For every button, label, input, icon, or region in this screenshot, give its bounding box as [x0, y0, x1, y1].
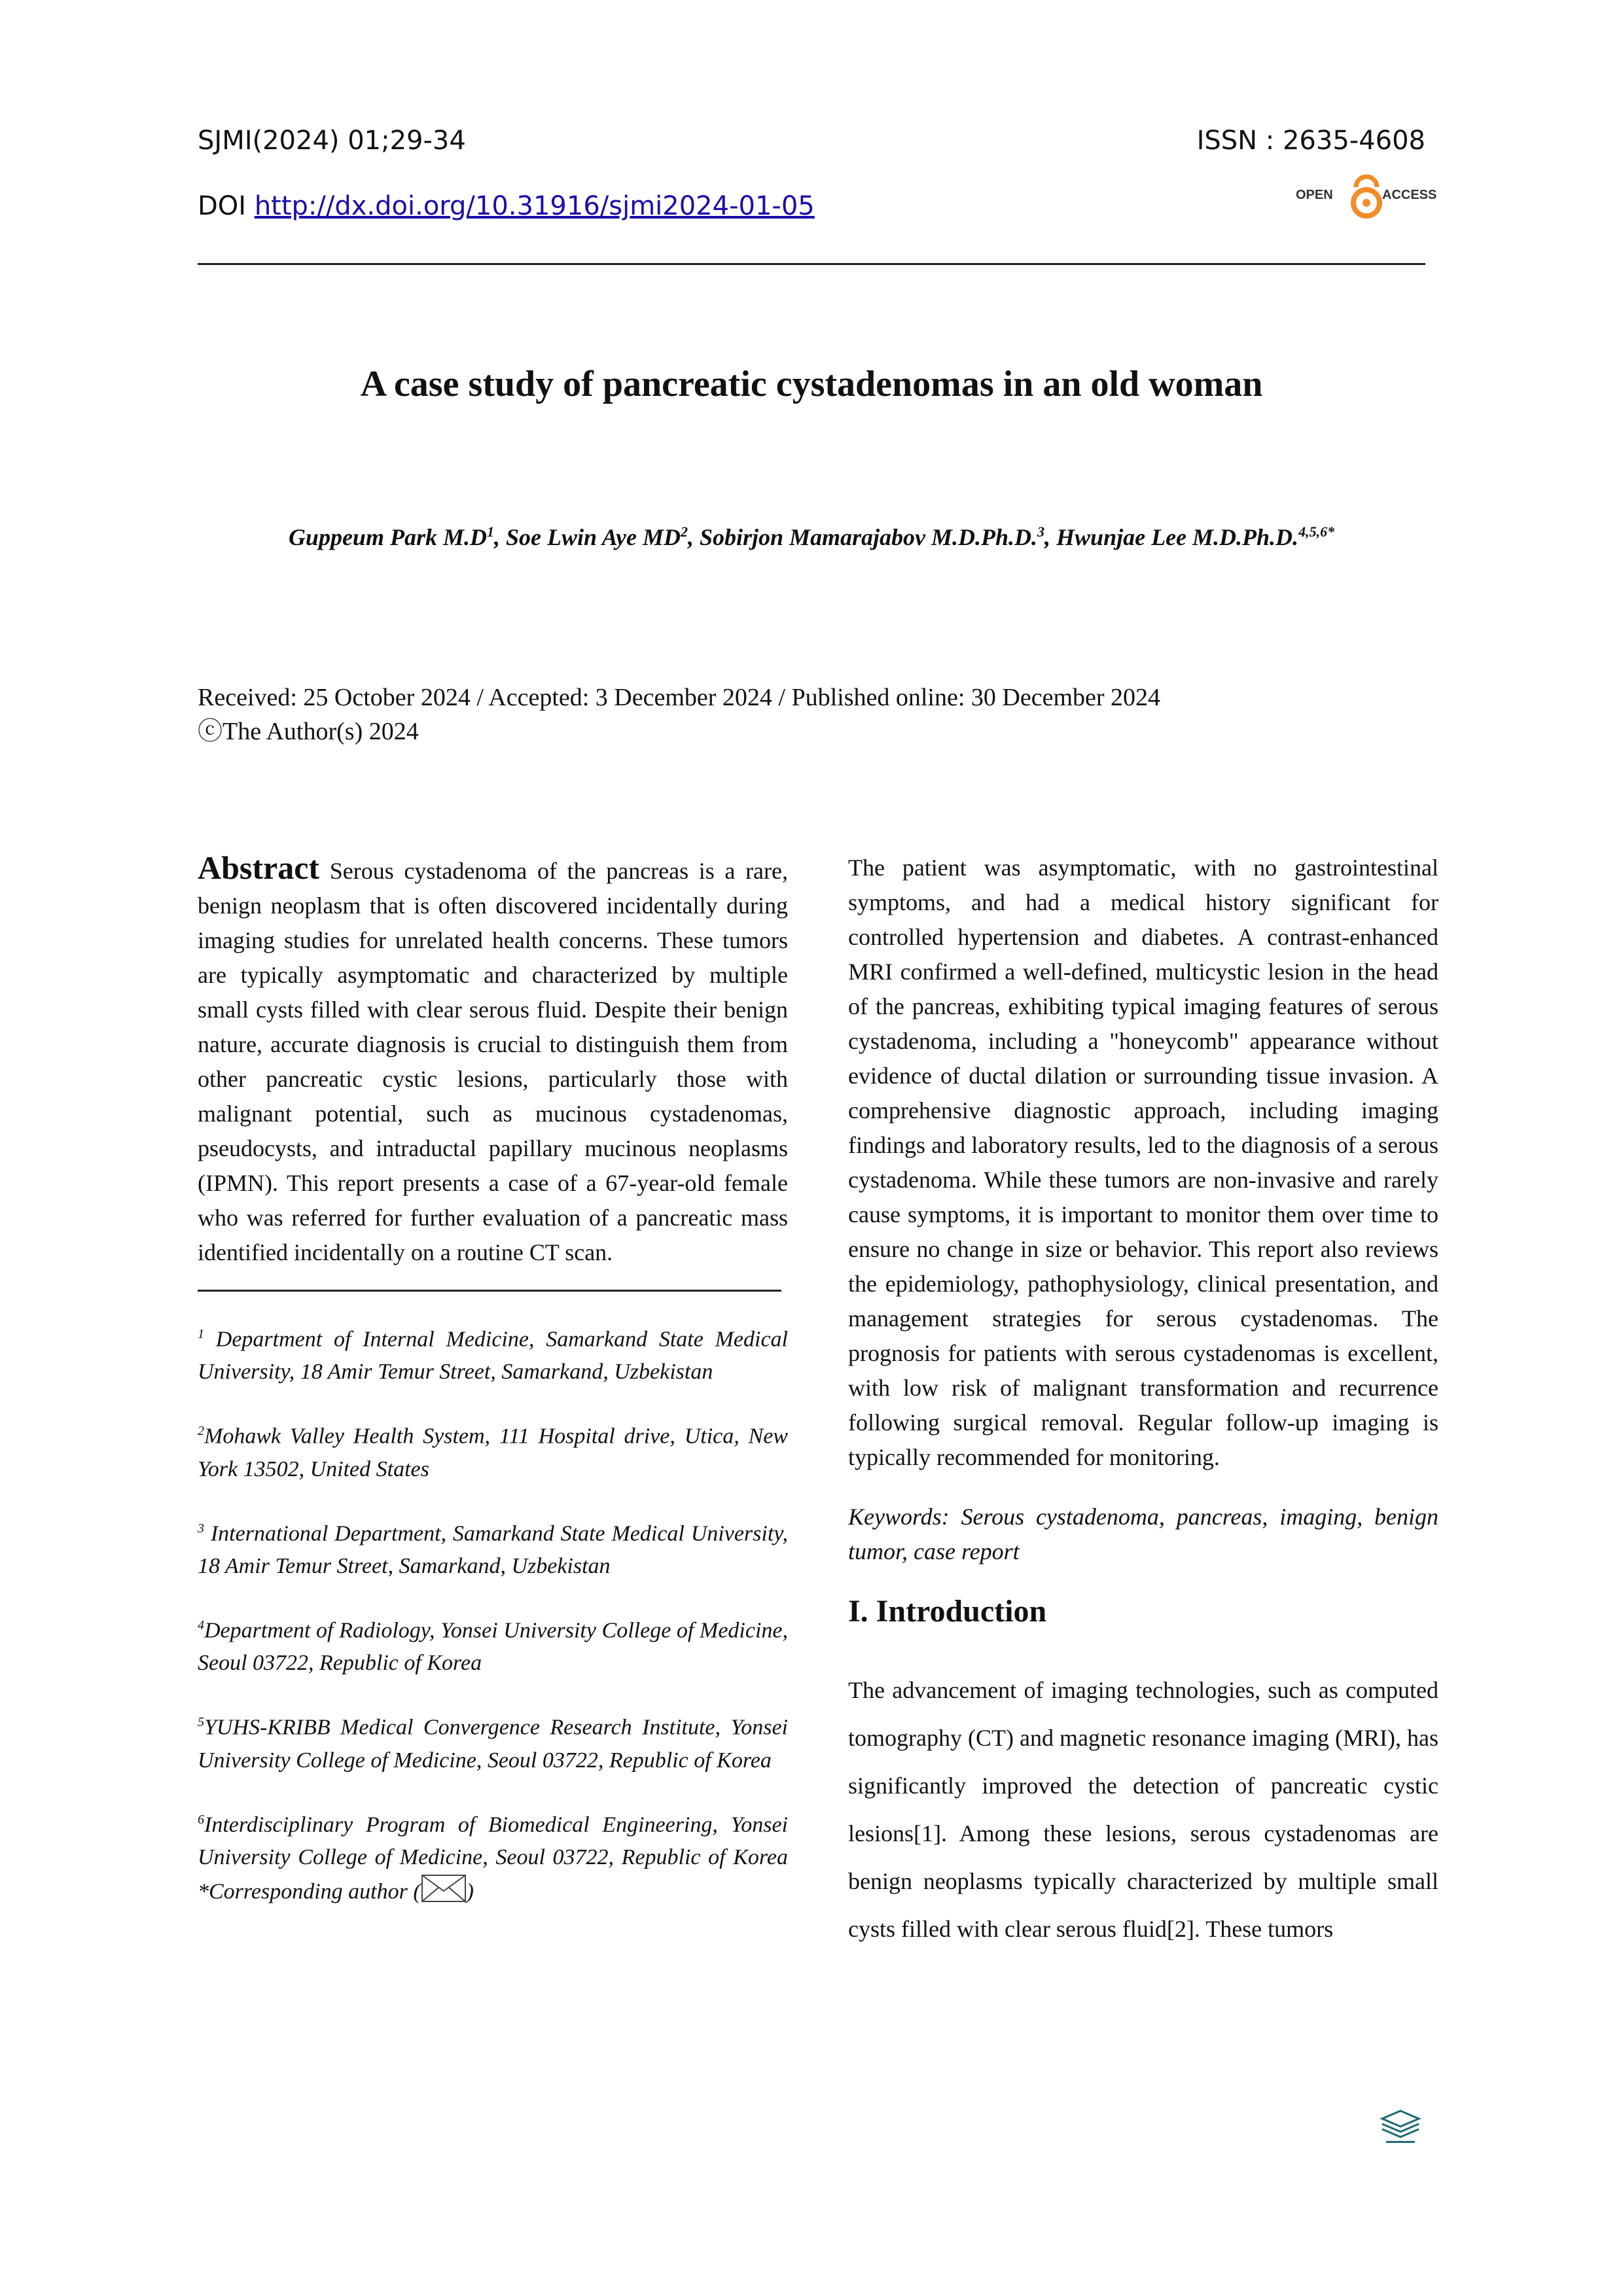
abstract-text-right: The patient was asymptomatic, with no gastrointestinal symptoms, and had a medical history significant for controlled hypertension and diabetes. A contrast-enhanced MRI confirmed a well-defined, multicystic lesion in the head of the pancreas, exhibiting typical imaging features of serous cystadenoma, including a "honeycomb" appearance without evidence of ductal dilation or surrounding tissue invasion. A comprehensive diagnostic approach, including imaging findings and laboratory results, led to the diagnosis of a serous cystadenoma. While these tumors are non-invasive and rarely cause symptoms, it is important to monitor them over time to ensure no change in size or behavior. This report also reviews the epidemiology, pathophysiology, clinical presentation, and management strategies for serous cystadenomas. The prognosis for patients with serous cystadenomas is excellent, with low risk of malignant transformation and recurrence following surgical removal. Regular follow-up imaging is typically recommended for monitoring. — [848, 855, 1438, 1470]
author-list — [0, 523, 1623, 551]
paper-title: A case study of pancreatic cystadenomas in an old woman — [360, 364, 1263, 404]
affiliation-1 — [198, 1318, 788, 1388]
journal-reference: SJMI(2024) 01;29-34 — [198, 126, 466, 156]
copyright-line: ⓒThe Author(s) 2024 — [198, 718, 419, 745]
author-affiliation-mark: 4,5,6* — [1298, 523, 1335, 540]
doi-line — [198, 191, 815, 221]
abstract-text-left: Serous cystadenoma of the pancreas is a rare, benign neoplasm that is often discovered incidentally during imaging studies for unrelated health concerns. These tumors are typically asymptomatic and characterized by multiple small cysts filled with clear serous fluid. Despite their benign nature, accurate diagnosis is crucial to distinguish them from other pancreatic cystic lesions, particularly those with malignant potential, such as mucinous cystadenomas, pseudocysts, and intraductal papillary mucinous neoplasms (IPMN). This report presents a case of a 67-year-old female who was referred for further evaluation of a pancreatic mass identified incidentally on a routine CT scan. — [198, 858, 788, 1265]
affiliation-text-tail: ) — [466, 1879, 474, 1904]
author-name: Sobirjon Mamarajabov M.D.Ph.D. — [699, 524, 1038, 550]
author-name: Hwunjae Lee M.D.Ph.D. — [1056, 524, 1299, 550]
section-heading-introduction: I. Introduction — [848, 1594, 1047, 1629]
affiliation-number: 2 — [198, 1424, 204, 1439]
affiliation-2 — [198, 1415, 788, 1485]
author-separator: , — [687, 524, 700, 550]
author-affiliation-mark: 3 — [1037, 523, 1045, 540]
affiliation-number: 4 — [198, 1617, 204, 1633]
affiliation-5 — [198, 1706, 788, 1776]
author-separator: , — [1044, 524, 1057, 550]
introduction-text: The advancement of imaging technologies, such as computed tomography (CT) and magnetic resonance imaging (MRI), has significantly improved the detection of pancreatic cystic lesions[1]. Among these lesions, serous cystadenomas are benign neoplasms typically characterized by multiple small cysts filled with clear serous fluid[2]. These tumors — [848, 1677, 1438, 1942]
dates-line: Received: 25 October 2024 / Accepted: 3 December 2024 / Published online: 30 December 2024 — [198, 684, 1161, 711]
footnote-divider — [198, 1290, 781, 1292]
left-column — [198, 851, 788, 1939]
right-column — [848, 851, 1438, 1953]
author-name: Soe Lwin Aye MD — [505, 524, 681, 550]
affiliation-text: International Department, Samarkand State Medical University, 18 Amir Temur Street, Samarkand, Uzbekistan — [198, 1521, 788, 1578]
affiliation-number: 6 — [198, 1812, 204, 1827]
abstract-heading: Abstract — [198, 849, 320, 886]
envelope-icon[interactable] — [421, 1874, 467, 1913]
affiliation-text: Mohawk Valley Health System, 111 Hospital drive, Utica, New York 13502, United States — [198, 1424, 788, 1481]
affiliation-4 — [198, 1609, 788, 1680]
affiliation-text: Department of Radiology, Yonsei University College of Medicine, Seoul 03722, Republic of Korea — [198, 1618, 788, 1676]
author-affiliation-mark: 2 — [680, 523, 688, 540]
abstract-paragraph — [198, 851, 788, 1270]
affiliation-6 — [198, 1803, 788, 1913]
keywords: Keywords: Serous cystadenoma, pancreas, imaging, benign tumor, case report — [848, 1504, 1438, 1564]
affiliation-number: 5 — [198, 1715, 204, 1730]
open-access-logo — [1296, 168, 1440, 220]
publisher-logo — [1377, 2108, 1424, 2147]
doi-prefix: DOI — [198, 191, 247, 221]
affiliation-text: YUHS-KRIBB Medical Convergence Research Institute, Yonsei University College of Medicine, Seoul 03722, Republic of Korea — [198, 1715, 788, 1773]
issn: ISSN : 2635-4608 — [1196, 126, 1425, 156]
publication-dates — [198, 680, 1160, 749]
header-divider — [198, 263, 1425, 265]
author-separator: , — [493, 524, 506, 550]
affiliation-text: Interdisciplinary Program of Biomedical Engineering, Yonsei University College of Medicine, Seoul 03722, Republic of Korea *Corresponding author ( — [198, 1812, 788, 1904]
publisher-logo-icon — [1377, 2108, 1424, 2147]
doi-link[interactable]: http://dx.doi.org/10.31916/sjmi2024-01-05 — [254, 191, 815, 221]
affiliation-number: 3 — [198, 1521, 204, 1536]
author-affiliation-mark: 1 — [486, 523, 494, 540]
author-name: Guppeum Park M.D — [288, 524, 487, 550]
open-access-text-left: OPEN — [1296, 188, 1333, 202]
affiliation-number: 1 — [198, 1327, 204, 1341]
affiliation-text: Department of Internal Medicine, Samarkand State Medical University, 18 Amir Temur Street, Samarkand, Uzbekistan — [198, 1327, 788, 1385]
affiliation-3 — [198, 1512, 788, 1583]
open-access-lock-icon — [1296, 168, 1440, 220]
affiliations — [198, 1318, 788, 1913]
open-access-text-right: ACCESS — [1382, 188, 1437, 202]
